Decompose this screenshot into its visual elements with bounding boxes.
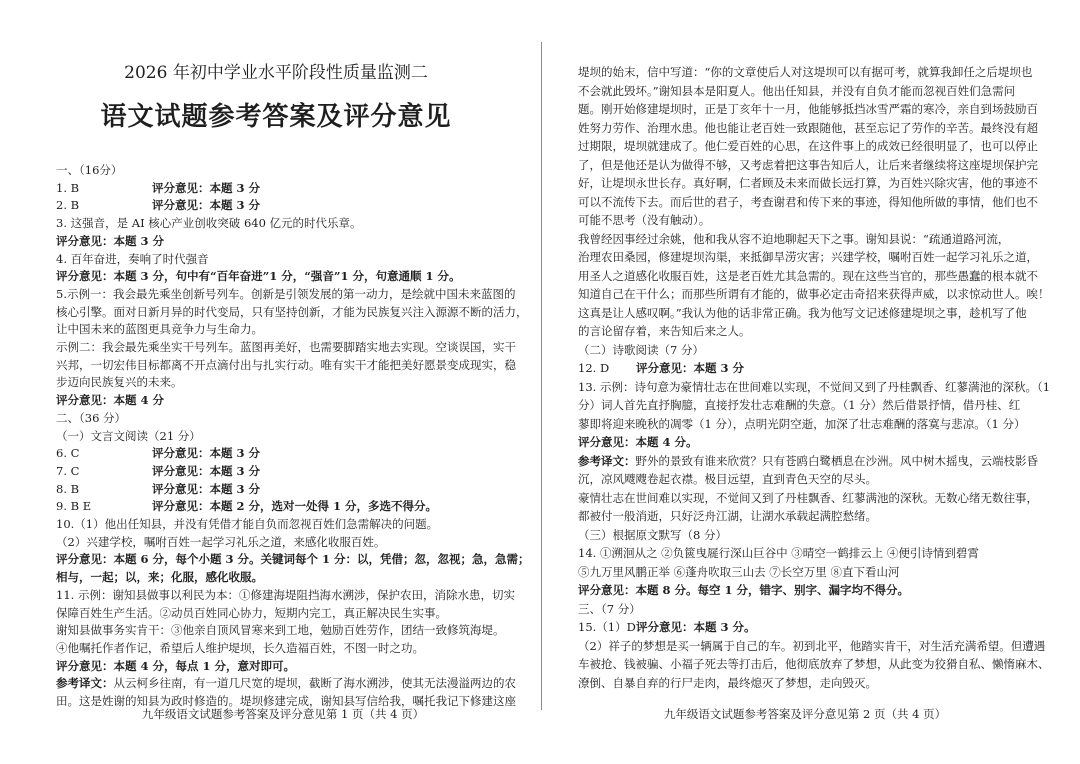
answer-line	[578, 673, 877, 693]
answer-line-text: 潦倒、自暴自弃的行尸走肉，最终熄灭了梦想，走向毁灭。	[578, 675, 877, 690]
answer-line	[578, 247, 1038, 267]
answer-line-text: 沉，凉风飕飕卷起衣襟。极目远望，直到青色天空的尽头。	[578, 472, 877, 486]
answer-line	[578, 210, 710, 230]
answer-line-text: 核心引擎。面对日新月异的时代变局，只有坚持创新，才能为民族复兴注入源源不断的活力，	[56, 304, 528, 319]
answer-line	[578, 562, 899, 582]
answer-line	[578, 192, 1038, 212]
scoring-note: 评分意见：本题 3 分	[152, 446, 261, 461]
answer-line-text: 参考译文：野外的景致有谁来欣赏？只有苍鸥白鹭栖息在沙洲。风中树木摇曳，云端枝影昏	[578, 453, 1038, 468]
answer-line-text: ④他嘱托作者作记，希望后人维护堤坝，长久造福百姓，不图一时之功。	[56, 640, 424, 655]
answer-line	[578, 617, 756, 637]
answer-line	[578, 81, 1015, 101]
scoring-note: 评分意见：本题 3 分	[152, 198, 261, 213]
answer-line	[578, 321, 751, 341]
answer-line-text: 评分意见：本题 4 分，每点 1 分，意对即可。	[56, 658, 296, 673]
answer-line	[578, 525, 727, 545]
answer-line-text: （三）根据原文默写（8 分）	[578, 527, 727, 542]
answer-line	[578, 377, 1050, 397]
left-page-footer: 九年级语文试题参考答案及评分意见第 1 页（共 4 页）	[141, 707, 425, 721]
answer-line-text: 示例二：我会最先乘坐实干号列车。蓝图再美好，也需要脚踏实地去实现。空谈误国，实干	[56, 340, 516, 354]
answer-line-text: 12. D	[578, 361, 610, 375]
answer-line	[578, 173, 1038, 193]
answer-line-text: 我曾经因事经过余姚，他和我从容不迫地聊起天下之事。谢知县说：“疏通道路河流，	[578, 231, 1010, 246]
answer-line-text: 可能不思考（没有触动）。	[578, 213, 711, 227]
answer-line-text: 的言论留存着，来告知后来之人。	[578, 324, 751, 338]
answer-line-text: 蓼即将迎来晚秋的凋零（1 分），点明光阴空逝，加深了壮志难酬的落寞与悲凉。（1 分）	[578, 416, 1026, 431]
answer-line-text: 让中国未来的蓝图更具竞争力与生命力。	[56, 322, 263, 337]
exam-title: 2026 年初中学业水平阶段性质量监测二	[124, 63, 428, 83]
answer-line-text: 相与，一起；以，来；化服，感化收服。	[56, 570, 263, 585]
answer-line	[578, 506, 877, 526]
answer-line	[578, 469, 877, 489]
scoring-note: 评分意见：本题 2 分，选对一处得 1 分，多选不得分。	[152, 499, 438, 514]
answer-line-text: 兴邦，一切宏伟目标都离不开点滴付出与扎实行动。唯有实干才能把美好愿景变成现实，稳	[56, 357, 516, 372]
answer-line-text: 13. 示例：诗句意为豪情壮志在世间难以实现，不觉间又到了丹桂飘香、红蓼满池的深秋。（1	[578, 379, 1051, 394]
answer-line-text: 豪情壮志在世间难以实现，不觉间又到了丹桂飘香、红蓼满池的深秋。无数心绪无数往事，	[578, 490, 1038, 505]
answer-line	[578, 136, 1038, 156]
answer-line	[578, 488, 1038, 508]
answer-line-text: 1. B	[56, 180, 80, 195]
answer-line-text: 堤坝的始末，信中写道：“你的文章使后人对这堤坝可以有据可考，就算我卸任之后堤坝也	[578, 65, 1033, 79]
answer-line	[578, 340, 704, 360]
answer-line	[578, 451, 1038, 471]
answer-line-text: 3. 这强音，是 AI 核心产业创收突破 640 亿元的时代乐章。	[56, 216, 362, 231]
scoring-note: 评分意见：本题 3 分	[152, 180, 261, 195]
left-page	[56, 0, 530, 764]
answer-line-text: 用圣人之道感化收服百姓，这是老百姓尤其急需的。现在这些当官的，那些愚蠢的根本就不	[578, 268, 1038, 283]
answer-line-text: 车被抢、钱被骗、小福子死去等打击后，他彻底放弃了梦想，从此变为狡猾自私、懒惰麻木、	[578, 657, 1050, 671]
scoring-note: 评分意见：本题 3 分	[152, 481, 261, 496]
scoring-note: 评分意见：本题 3 分	[636, 361, 745, 375]
answer-line-text: 步迈向民族复兴的未来。	[56, 375, 183, 390]
answer-line-text: 二、（36 分）	[56, 410, 127, 425]
answer-line-text: （2）兴建学校，嘱咐百姓一起学习礼乐之道，来感化收服百姓。	[56, 534, 386, 549]
answer-line-text: （一）文言文阅读（21 分）	[56, 428, 201, 443]
answer-line-text: 7. C	[56, 463, 80, 478]
answer-line-text: 了，但是他还是认为做得不够，又考虑着把这事告知后人，让后来者继续将这座堤坝保护完	[578, 157, 1038, 172]
answer-line-text: 可以不流传下去。而后世的君子，考查谢君和传下来的事迹，得知他所做的事情，他们也不	[578, 194, 1038, 209]
column-divider	[541, 42, 542, 710]
scoring-note: 评分意见：本题 3 分。	[636, 620, 756, 634]
answer-line-text: 知道自己在干什么；而那些所谓有才能的，做事必定击奇招来获得声威，以求惊动世人。唉！	[578, 287, 1050, 301]
answer-line	[578, 155, 1038, 175]
answer-line-text: 不会就此毁坏。”谢知县本是阳夏人。他出任知县，并没有自负才能而忽视百姓们急需问	[578, 83, 1016, 98]
answer-line-text: 评分意见：本题 4 分。	[578, 435, 698, 449]
right-page-footer: 九年级语文试题参考答案及评分意见第 2 页（共 4 页）	[663, 707, 947, 721]
answer-line	[578, 543, 979, 563]
answer-line	[578, 414, 1025, 434]
answer-line-text: 谢知县做事务实肯干：③他亲自顶风冒寒来到工地，勉励百姓劳作，团结一致修筑海堤。	[56, 623, 505, 638]
answer-line-text: 田。这是姓谢的知县为政时修造的。堤坝修建完成，谢知县写信给我，嘱托我记下修建这座	[56, 694, 516, 708]
answer-line	[578, 636, 1045, 656]
answer-line-text: 过期限，堤坝就建成了。他仁爱百姓的心思，在这件事上的成效已经很明显了，也可以停止	[578, 139, 1038, 153]
answer-line	[578, 266, 1038, 286]
answer-line-text: 保障百姓生产生活。②动员百姓同心协力，短期内完工，真正解决民生实事。	[56, 605, 447, 620]
answer-line-text: 三、（7 分）	[578, 601, 641, 616]
answer-line-text: 评分意见：本题 4 分	[56, 393, 165, 408]
answer-line-text: 5.示例一：我会最先乘坐创新号列车。创新是引领发展的第一动力，是绘就中国未来蓝图的	[56, 286, 516, 301]
answer-line-text: 4. 百年奋进，奏响了时代强音	[56, 251, 209, 266]
right-page	[578, 0, 1051, 764]
answer-line	[578, 284, 1050, 304]
answer-key-title: 语文试题参考答案及评分意见	[100, 102, 452, 132]
answer-line	[578, 654, 1050, 674]
answer-line	[578, 229, 1009, 249]
answer-line-text: 好，让堤坝永世长存。真好啊，仁者顾及未来而做长远打算，为百姓兴除灾害，他的事迹不	[578, 176, 1038, 190]
answer-line-text: 一、（16分）	[56, 163, 123, 177]
answer-line	[578, 118, 1038, 138]
answer-line-text: 评分意见：本题 6 分，每个小题 3 分。关键词每个 1 分：以，凭借；忽，忽视；急，急需；	[56, 552, 530, 567]
answer-line	[578, 599, 641, 619]
answer-line-text: 姓努力劳作、治理水患。他也能让老百姓一致跟随他，甚至忘记了劳作的辛苦。最终没有超	[578, 120, 1038, 135]
scoring-note: 评分意见：本题 3 分	[152, 463, 261, 478]
answer-line-text: 15.（1）D	[578, 620, 636, 634]
answer-line-text: 治理农田桑园，修建堤坝沟渠，来抵御旱涝灾害；兴建学校，嘱咐百姓一起学习礼乐之道，	[578, 250, 1038, 264]
answer-line-text: 都被付一般消逝，只好泛舟江湖，让湖水承载起满腔愁绪。	[578, 509, 877, 523]
answer-line-text: 分）词人首先直抒胸臆，直接抒发壮志难酬的失意。（1 分）然后借景抒情，借丹桂、红	[578, 398, 1021, 412]
answer-line-text: 11. 示例：谢知县做事以利民为本：①修建海堤阻挡海水溯涉，保护农田，消除水患，切实	[56, 587, 515, 602]
answer-line-text: 评分意见：本题 3 分，句中有“百年奋进”1 分，“强音”1 分，句意通顺 1 分。	[56, 269, 461, 284]
answer-line-text: 题。刚开始修建堤坝时，正是丁亥年十一月，他能够抵挡冰雪严霜的寒冷，亲自到场鼓励百	[578, 102, 1038, 116]
answer-line-text: （2）祥子的梦想是买一辆属于自己的车。初到北平，他踏实肯干，对生活充满希望。但遭遇	[578, 638, 1046, 653]
answer-line-text: （二）诗歌阅读（7 分）	[578, 342, 704, 357]
answer-line-text: 参考译文：从云柯乡往南，有一道几尺宽的堤坝，截断了海水溯涉，使其无法漫溢两边的农	[56, 676, 516, 691]
answer-line	[578, 99, 1038, 119]
answer-line	[578, 395, 1020, 415]
answer-line-text: 14. ①溯洄从之 ②负篋曳屣行深山巨谷中 ③晴空一鹤排云上 ④便引诗情到碧霄	[578, 546, 979, 560]
answer-line-text: 9. B E	[56, 499, 92, 514]
answer-line-text: 评分意见：本题 8 分。每空 1 分，错字、别字、漏字均不得分。	[578, 583, 910, 597]
answer-line	[578, 303, 1027, 323]
answer-line-text: 2. B	[56, 198, 80, 213]
answer-line-text: ⑤九万里风鹏正举 ⑥蓬舟吹取三山去 ⑦长空万里 ⑧直下看山河	[578, 564, 900, 579]
answer-line-text: 8. B	[56, 481, 80, 496]
answer-line-text: 10.（1）他出任知县，并没有凭借才能自负而忽视百姓们急需解决的问题。	[56, 517, 439, 531]
answer-line	[578, 580, 909, 600]
answer-line-text: 这真是让人感叹啊。”我认为他的话非常正确。我为他写文记述修建堤坝之事，趁机写了他	[578, 305, 1027, 320]
answer-line	[578, 432, 698, 452]
answer-line	[578, 358, 745, 378]
answer-line-text: 6. C	[56, 446, 80, 461]
answer-line	[578, 62, 1032, 82]
answer-line-text: 评分意见：本题 3 分	[56, 233, 165, 248]
